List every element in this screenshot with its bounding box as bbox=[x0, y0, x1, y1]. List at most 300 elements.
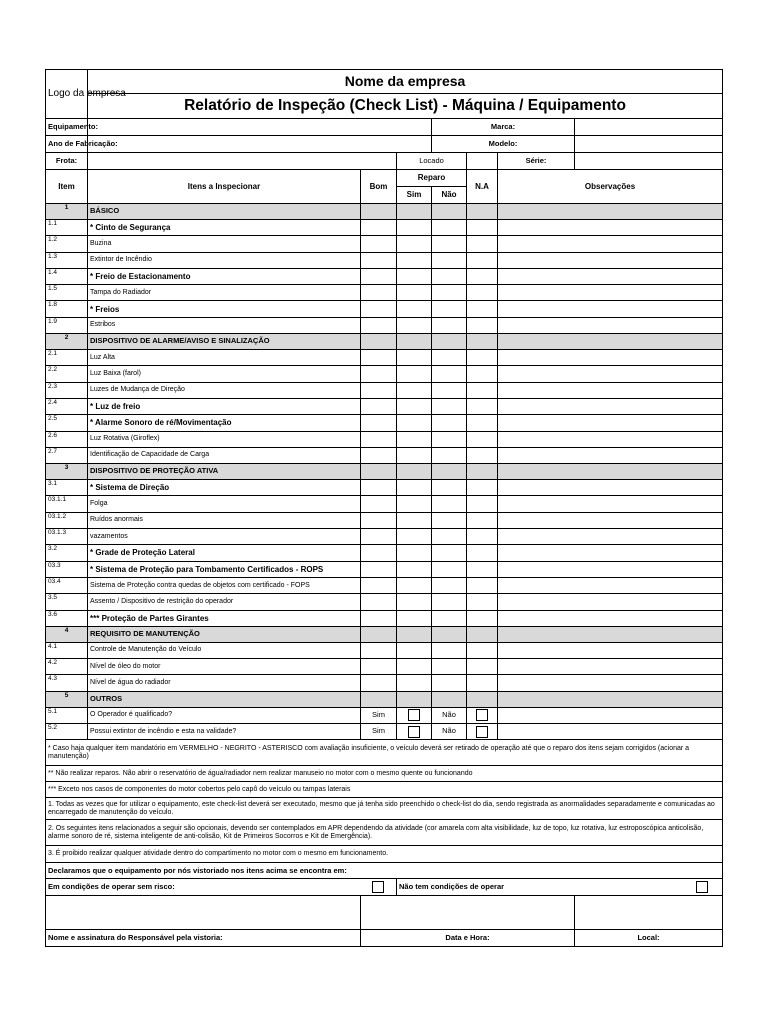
section-cell bbox=[467, 464, 498, 480]
table-row bbox=[46, 220, 723, 236]
col-repair-no-header: Não bbox=[432, 187, 467, 204]
na-cell[interactable] bbox=[467, 220, 498, 236]
repair-yes-cell[interactable] bbox=[397, 675, 432, 691]
place-field[interactable] bbox=[575, 896, 723, 930]
na-cell[interactable] bbox=[467, 236, 498, 252]
item-label: Ruídos anormais bbox=[88, 512, 361, 528]
observation-cell[interactable] bbox=[498, 659, 723, 675]
table-row bbox=[46, 317, 723, 333]
repair-yes-cell[interactable] bbox=[397, 512, 432, 528]
table-row bbox=[46, 577, 723, 593]
observation-cell[interactable] bbox=[498, 545, 723, 561]
na-cell[interactable] bbox=[467, 301, 498, 317]
serial-field[interactable] bbox=[575, 153, 723, 170]
repair-yes-cell[interactable] bbox=[397, 301, 432, 317]
item-label: Assento / Dispositivo de restrição do operador bbox=[88, 594, 361, 610]
item-number: 1.5 bbox=[46, 285, 88, 301]
section-cell bbox=[432, 691, 467, 707]
table-row bbox=[46, 285, 723, 301]
table-row bbox=[46, 398, 723, 414]
table-row bbox=[46, 724, 723, 740]
section-number: 4 bbox=[46, 626, 88, 642]
good-cell[interactable] bbox=[361, 317, 397, 333]
item-number: 5.1 bbox=[46, 707, 88, 723]
repair-no-cell[interactable] bbox=[432, 415, 467, 431]
item-number: 1.2 bbox=[46, 236, 88, 252]
place-label: Local: bbox=[575, 930, 723, 947]
na-cell[interactable] bbox=[467, 317, 498, 333]
na-cell[interactable] bbox=[467, 415, 498, 431]
item-number: 3.2 bbox=[46, 545, 88, 561]
item-number: 2.5 bbox=[46, 415, 88, 431]
section-cell bbox=[467, 626, 498, 642]
note-text: 3. É proibido realizar qualquer atividade dentro do compartimento no motor com o mesmo em funcionamento. bbox=[46, 846, 723, 863]
item-number: 1.8 bbox=[46, 301, 88, 317]
item-label: Buzina bbox=[88, 236, 361, 252]
na-cell[interactable] bbox=[467, 252, 498, 268]
item-number: 2.4 bbox=[46, 398, 88, 414]
repair-no-cell[interactable] bbox=[432, 236, 467, 252]
observation-cell[interactable] bbox=[498, 317, 723, 333]
section-row bbox=[46, 334, 723, 350]
good-cell[interactable] bbox=[361, 561, 397, 577]
observation-cell[interactable] bbox=[498, 301, 723, 317]
repair-yes-cell[interactable] bbox=[397, 561, 432, 577]
item-number: 03.1.1 bbox=[46, 496, 88, 512]
good-cell[interactable] bbox=[361, 220, 397, 236]
item-number: 03.1.2 bbox=[46, 512, 88, 528]
datetime-label: Data e Hora: bbox=[361, 930, 575, 947]
rented-field[interactable] bbox=[467, 153, 498, 170]
item-number: 2.1 bbox=[46, 350, 88, 366]
report-title: Relatório de Inspeção (Check List) - Máquina / Equipamento bbox=[88, 94, 723, 119]
item-label: vazamentos bbox=[88, 529, 361, 545]
item-number: 1.3 bbox=[46, 252, 88, 268]
na-cell[interactable] bbox=[467, 366, 498, 382]
item-number: 5.2 bbox=[46, 724, 88, 740]
item-label: Nível de óleo do motor bbox=[88, 659, 361, 675]
repair-yes-cell[interactable] bbox=[397, 252, 432, 268]
good-cell[interactable] bbox=[361, 675, 397, 691]
section-row bbox=[46, 691, 723, 707]
na-cell[interactable] bbox=[467, 398, 498, 414]
na-cell[interactable] bbox=[467, 496, 498, 512]
na-cell[interactable] bbox=[467, 431, 498, 447]
item-number: 1.9 bbox=[46, 317, 88, 333]
item-label: * Luz de freio bbox=[88, 398, 361, 414]
observation-cell[interactable] bbox=[498, 382, 723, 398]
table-row bbox=[46, 382, 723, 398]
table-row bbox=[46, 431, 723, 447]
item-label: * Cinto de Segurança bbox=[88, 220, 361, 236]
observation-cell[interactable] bbox=[498, 529, 723, 545]
item-number: 2.6 bbox=[46, 431, 88, 447]
good-cell[interactable] bbox=[361, 480, 397, 496]
observation-cell[interactable] bbox=[498, 415, 723, 431]
repair-yes-cell[interactable] bbox=[397, 642, 432, 658]
note-text: ** Não realizar reparos. Não abrir o reservatório de água/radiador nem realizar manuseio no motor com o mesmo quente ou funcionando bbox=[46, 766, 723, 782]
na-cell[interactable] bbox=[467, 545, 498, 561]
item-number: 1.1 bbox=[46, 220, 88, 236]
inspection-sheet bbox=[45, 69, 722, 947]
good-cell[interactable] bbox=[361, 268, 397, 284]
item-label: Luz Baixa (farol) bbox=[88, 366, 361, 382]
good-cell[interactable] bbox=[361, 512, 397, 528]
section-number: 2 bbox=[46, 334, 88, 350]
yes-checkbox-cell bbox=[397, 707, 432, 723]
repair-yes-cell[interactable] bbox=[397, 268, 432, 284]
item-number: 3.1 bbox=[46, 480, 88, 496]
observation-cell[interactable] bbox=[498, 610, 723, 626]
equipment-label: Equipamento: bbox=[46, 119, 88, 136]
repair-no-cell[interactable] bbox=[432, 561, 467, 577]
note-text: 2. Os seguintes itens relacionados a seguir são opcionais, devendo ser contemplados em APR dependendo da atividade (cor amarela com alta visibilidade, luz de topo, luz rotativa, luz estroposcópica anticolisão, alarme sonoro de ré, sistema inteligente de anti-colisão, Kit de Primeiros Socorros e Kit de Emergência). bbox=[46, 820, 723, 846]
observation-cell[interactable] bbox=[498, 447, 723, 463]
item-label: Folga bbox=[88, 496, 361, 512]
yes-checkbox-cell bbox=[397, 724, 432, 740]
section-row bbox=[46, 464, 723, 480]
na-cell[interactable] bbox=[467, 512, 498, 528]
repair-yes-cell[interactable] bbox=[397, 545, 432, 561]
section-cell bbox=[432, 626, 467, 642]
section-cell bbox=[361, 334, 397, 350]
observation-cell[interactable] bbox=[498, 512, 723, 528]
item-label: *** Proteção de Partes Girantes bbox=[88, 610, 361, 626]
item-label: Tampa do Radiador bbox=[88, 285, 361, 301]
note-text: 1. Todas as vezes que for utilizar o equipamento, este check-list deverá ser executado, mesmo que já tenha sido preenchido o check-list do dia, sendo registrada as anormalidades separadamente e comunicadas ao encarregado de manutenção do veículo. bbox=[46, 798, 723, 820]
repair-yes-cell[interactable] bbox=[397, 431, 432, 447]
item-label: * Alarme Sonoro de ré/Movimentação bbox=[88, 415, 361, 431]
table-row bbox=[46, 252, 723, 268]
observation-cell[interactable] bbox=[498, 480, 723, 496]
na-cell[interactable] bbox=[467, 577, 498, 593]
model-label: Modelo: bbox=[432, 136, 575, 153]
repair-no-cell[interactable] bbox=[432, 268, 467, 284]
good-cell[interactable] bbox=[361, 610, 397, 626]
observation-cell[interactable] bbox=[498, 350, 723, 366]
col-item-header: Item bbox=[46, 170, 88, 204]
item-number: 2.3 bbox=[46, 382, 88, 398]
item-number: 3.6 bbox=[46, 610, 88, 626]
section-cell bbox=[432, 334, 467, 350]
section-row bbox=[46, 204, 723, 220]
declaration-text: Declaramos que o equipamento por nós vistoriado nos itens acima se encontra em: bbox=[46, 863, 723, 879]
yes-checkbox[interactable] bbox=[408, 709, 420, 721]
repair-no-cell[interactable] bbox=[432, 366, 467, 382]
na-cell[interactable] bbox=[467, 382, 498, 398]
repair-yes-cell[interactable] bbox=[397, 236, 432, 252]
section-cell bbox=[432, 464, 467, 480]
logo-label: Logo da empresa bbox=[48, 88, 126, 100]
repair-no-cell[interactable] bbox=[432, 285, 467, 301]
table-row bbox=[46, 659, 723, 675]
no-checkbox-cell bbox=[467, 707, 498, 723]
repair-yes-cell[interactable] bbox=[397, 382, 432, 398]
year-label: Ano de Fabricação: bbox=[46, 136, 88, 153]
observation-cell[interactable] bbox=[498, 707, 723, 723]
section-number: 1 bbox=[46, 204, 88, 220]
section-number: 3 bbox=[46, 464, 88, 480]
item-label: O Operador é qualificado? bbox=[88, 707, 361, 723]
observation-cell[interactable] bbox=[498, 561, 723, 577]
good-cell[interactable] bbox=[361, 529, 397, 545]
ok-checkbox[interactable] bbox=[372, 881, 384, 893]
item-number: 4.1 bbox=[46, 642, 88, 658]
item-number: 03.3 bbox=[46, 561, 88, 577]
good-cell[interactable] bbox=[361, 285, 397, 301]
repair-no-cell[interactable] bbox=[432, 317, 467, 333]
table-row bbox=[46, 529, 723, 545]
table-row bbox=[46, 447, 723, 463]
repair-yes-cell[interactable] bbox=[397, 577, 432, 593]
section-cell bbox=[498, 691, 723, 707]
repair-no-cell[interactable] bbox=[432, 529, 467, 545]
repair-no-cell[interactable] bbox=[432, 447, 467, 463]
observation-cell[interactable] bbox=[498, 366, 723, 382]
section-row bbox=[46, 626, 723, 642]
good-cell[interactable] bbox=[361, 594, 397, 610]
item-label: * Sistema de Direção bbox=[88, 480, 361, 496]
item-number: 4.3 bbox=[46, 675, 88, 691]
serial-label: Série: bbox=[498, 153, 575, 170]
section-title: DISPOSITIVO DE ALARME/AVISO E SINALIZAÇÃO bbox=[88, 334, 361, 350]
na-cell[interactable] bbox=[467, 610, 498, 626]
table-row bbox=[46, 675, 723, 691]
na-cell[interactable] bbox=[467, 268, 498, 284]
repair-yes-cell[interactable] bbox=[397, 496, 432, 512]
observation-cell[interactable] bbox=[498, 236, 723, 252]
brand-field[interactable] bbox=[575, 119, 723, 136]
repair-yes-cell[interactable] bbox=[397, 317, 432, 333]
section-cell bbox=[498, 626, 723, 642]
good-cell[interactable] bbox=[361, 545, 397, 561]
section-cell bbox=[361, 691, 397, 707]
equipment-field[interactable] bbox=[88, 119, 432, 136]
repair-no-cell[interactable] bbox=[432, 610, 467, 626]
observation-cell[interactable] bbox=[498, 285, 723, 301]
item-label: Estribos bbox=[88, 317, 361, 333]
observation-cell[interactable] bbox=[498, 496, 723, 512]
note-text: *** Exceto nos casos de componentes do motor cobertos pelo capô do veículo ou tampas laterais bbox=[46, 782, 723, 798]
section-cell bbox=[397, 204, 432, 220]
repair-no-cell[interactable] bbox=[432, 675, 467, 691]
na-cell[interactable] bbox=[467, 642, 498, 658]
repair-no-cell[interactable] bbox=[432, 431, 467, 447]
good-cell[interactable] bbox=[361, 382, 397, 398]
repair-yes-cell[interactable] bbox=[397, 398, 432, 414]
ok-checkbox-cell bbox=[361, 879, 397, 896]
table-row bbox=[46, 301, 723, 317]
no-checkbox[interactable] bbox=[476, 726, 488, 738]
good-cell[interactable] bbox=[361, 496, 397, 512]
repair-no-cell[interactable] bbox=[432, 545, 467, 561]
signature-field[interactable] bbox=[46, 896, 361, 930]
section-cell bbox=[467, 691, 498, 707]
good-cell[interactable] bbox=[361, 659, 397, 675]
section-title: DISPOSITIVO DE PROTEÇÃO ATIVA bbox=[88, 464, 361, 480]
item-label: * Freios bbox=[88, 301, 361, 317]
table-row bbox=[46, 707, 723, 723]
fleet-field[interactable] bbox=[88, 153, 397, 170]
table-row bbox=[46, 366, 723, 382]
table-row bbox=[46, 480, 723, 496]
item-number: 3.5 bbox=[46, 594, 88, 610]
repair-no-cell[interactable] bbox=[432, 398, 467, 414]
repair-yes-cell[interactable] bbox=[397, 594, 432, 610]
table-row bbox=[46, 545, 723, 561]
table-row bbox=[46, 561, 723, 577]
section-cell bbox=[397, 334, 432, 350]
repair-no-cell[interactable] bbox=[432, 382, 467, 398]
section-cell bbox=[498, 334, 723, 350]
repair-no-cell[interactable] bbox=[432, 301, 467, 317]
not-ok-checkbox[interactable] bbox=[696, 881, 708, 893]
observation-cell[interactable] bbox=[498, 642, 723, 658]
yes-label: Sim bbox=[361, 724, 397, 740]
not-ok-label: Não tem condições de operar bbox=[397, 879, 575, 896]
no-label: Não bbox=[432, 707, 467, 723]
na-cell[interactable] bbox=[467, 659, 498, 675]
item-number: 03.1.3 bbox=[46, 529, 88, 545]
item-label: * Sistema de Proteção para Tombamento Certificados - ROPS bbox=[88, 561, 361, 577]
good-cell[interactable] bbox=[361, 642, 397, 658]
good-cell[interactable] bbox=[361, 301, 397, 317]
good-cell[interactable] bbox=[361, 252, 397, 268]
good-cell[interactable] bbox=[361, 350, 397, 366]
note-text: * Caso haja qualquer item mandatório em VERMELHO - NEGRITO - ASTERISCO com avaliação insuficiente, o veículo deverá ser retirado de operação até que o reparo dos itens sejam corrigidos (acionar a manutenção) bbox=[46, 740, 723, 766]
ok-label: Em condições de operar sem risco: bbox=[46, 879, 361, 896]
repair-no-cell[interactable] bbox=[432, 350, 467, 366]
item-label: Luz Rotativa (Giroflex) bbox=[88, 431, 361, 447]
repair-no-cell[interactable] bbox=[432, 480, 467, 496]
yes-checkbox[interactable] bbox=[408, 726, 420, 738]
repair-yes-cell[interactable] bbox=[397, 415, 432, 431]
repair-no-cell[interactable] bbox=[432, 577, 467, 593]
repair-yes-cell[interactable] bbox=[397, 220, 432, 236]
observation-cell[interactable] bbox=[498, 675, 723, 691]
observation-cell[interactable] bbox=[498, 724, 723, 740]
repair-no-cell[interactable] bbox=[432, 512, 467, 528]
no-label: Não bbox=[432, 724, 467, 740]
no-checkbox[interactable] bbox=[476, 709, 488, 721]
item-number: 2.7 bbox=[46, 447, 88, 463]
good-cell[interactable] bbox=[361, 577, 397, 593]
section-cell bbox=[498, 204, 723, 220]
fleet-label: Frota: bbox=[46, 153, 88, 170]
company-name: Nome da empresa bbox=[88, 70, 723, 94]
section-cell bbox=[361, 204, 397, 220]
table-row bbox=[46, 594, 723, 610]
observation-cell[interactable] bbox=[498, 252, 723, 268]
checklist-table bbox=[45, 69, 723, 947]
no-checkbox-cell bbox=[467, 724, 498, 740]
item-label: Luzes de Mudança de Direção bbox=[88, 382, 361, 398]
na-cell[interactable] bbox=[467, 529, 498, 545]
item-label: Extintor de Incêndio bbox=[88, 252, 361, 268]
section-cell bbox=[361, 464, 397, 480]
repair-no-cell[interactable] bbox=[432, 220, 467, 236]
observation-cell[interactable] bbox=[498, 594, 723, 610]
table-row bbox=[46, 236, 723, 252]
section-cell bbox=[498, 464, 723, 480]
na-cell[interactable] bbox=[467, 675, 498, 691]
good-cell[interactable] bbox=[361, 431, 397, 447]
repair-no-cell[interactable] bbox=[432, 496, 467, 512]
col-na-header: N.A bbox=[467, 170, 498, 204]
section-cell bbox=[467, 204, 498, 220]
na-cell[interactable] bbox=[467, 447, 498, 463]
repair-yes-cell[interactable] bbox=[397, 285, 432, 301]
repair-yes-cell[interactable] bbox=[397, 610, 432, 626]
observation-cell[interactable] bbox=[498, 220, 723, 236]
repair-yes-cell[interactable] bbox=[397, 529, 432, 545]
table-row bbox=[46, 610, 723, 626]
model-field[interactable] bbox=[575, 136, 723, 153]
table-row bbox=[46, 268, 723, 284]
repair-no-cell[interactable] bbox=[432, 642, 467, 658]
item-number: 03.4 bbox=[46, 577, 88, 593]
observation-cell[interactable] bbox=[498, 431, 723, 447]
year-field[interactable] bbox=[88, 136, 432, 153]
datetime-field[interactable] bbox=[361, 896, 575, 930]
na-cell[interactable] bbox=[467, 350, 498, 366]
good-cell[interactable] bbox=[361, 415, 397, 431]
good-cell[interactable] bbox=[361, 398, 397, 414]
section-cell bbox=[397, 626, 432, 642]
item-label: Possui extintor de incêndio e esta na validade? bbox=[88, 724, 361, 740]
brand-label: Marca: bbox=[432, 119, 575, 136]
item-label: * Grade de Proteção Lateral bbox=[88, 545, 361, 561]
na-cell[interactable] bbox=[467, 480, 498, 496]
rented-label: Locado bbox=[397, 153, 467, 170]
good-cell[interactable] bbox=[361, 236, 397, 252]
item-number: 1.4 bbox=[46, 268, 88, 284]
col-repair-yes-header: Sim bbox=[397, 187, 432, 204]
item-label: Sistema de Proteção contra quedas de objetos com certificado - FOPS bbox=[88, 577, 361, 593]
na-cell[interactable] bbox=[467, 285, 498, 301]
repair-yes-cell[interactable] bbox=[397, 447, 432, 463]
good-cell[interactable] bbox=[361, 366, 397, 382]
item-label: Nível de água do radiador bbox=[88, 675, 361, 691]
na-cell[interactable] bbox=[467, 594, 498, 610]
observation-cell[interactable] bbox=[498, 577, 723, 593]
na-cell[interactable] bbox=[467, 561, 498, 577]
section-cell bbox=[397, 464, 432, 480]
table-row bbox=[46, 512, 723, 528]
observation-cell[interactable] bbox=[498, 268, 723, 284]
col-repair-header: Reparo bbox=[397, 170, 467, 187]
section-cell bbox=[467, 334, 498, 350]
repair-no-cell[interactable] bbox=[432, 659, 467, 675]
table-row bbox=[46, 642, 723, 658]
col-items-header: Itens a Inspecionar bbox=[88, 170, 361, 204]
repair-yes-cell[interactable] bbox=[397, 350, 432, 366]
table-row bbox=[46, 350, 723, 366]
good-cell[interactable] bbox=[361, 447, 397, 463]
repair-yes-cell[interactable] bbox=[397, 480, 432, 496]
item-label: * Freio de Estacionamento bbox=[88, 268, 361, 284]
repair-no-cell[interactable] bbox=[432, 594, 467, 610]
item-label: Identificação de Capacidade de Carga bbox=[88, 447, 361, 463]
item-number: 4.2 bbox=[46, 659, 88, 675]
section-cell bbox=[397, 691, 432, 707]
repair-yes-cell[interactable] bbox=[397, 659, 432, 675]
repair-no-cell[interactable] bbox=[432, 252, 467, 268]
repair-yes-cell[interactable] bbox=[397, 366, 432, 382]
observation-cell[interactable] bbox=[498, 398, 723, 414]
section-cell bbox=[432, 204, 467, 220]
item-number: 2.2 bbox=[46, 366, 88, 382]
